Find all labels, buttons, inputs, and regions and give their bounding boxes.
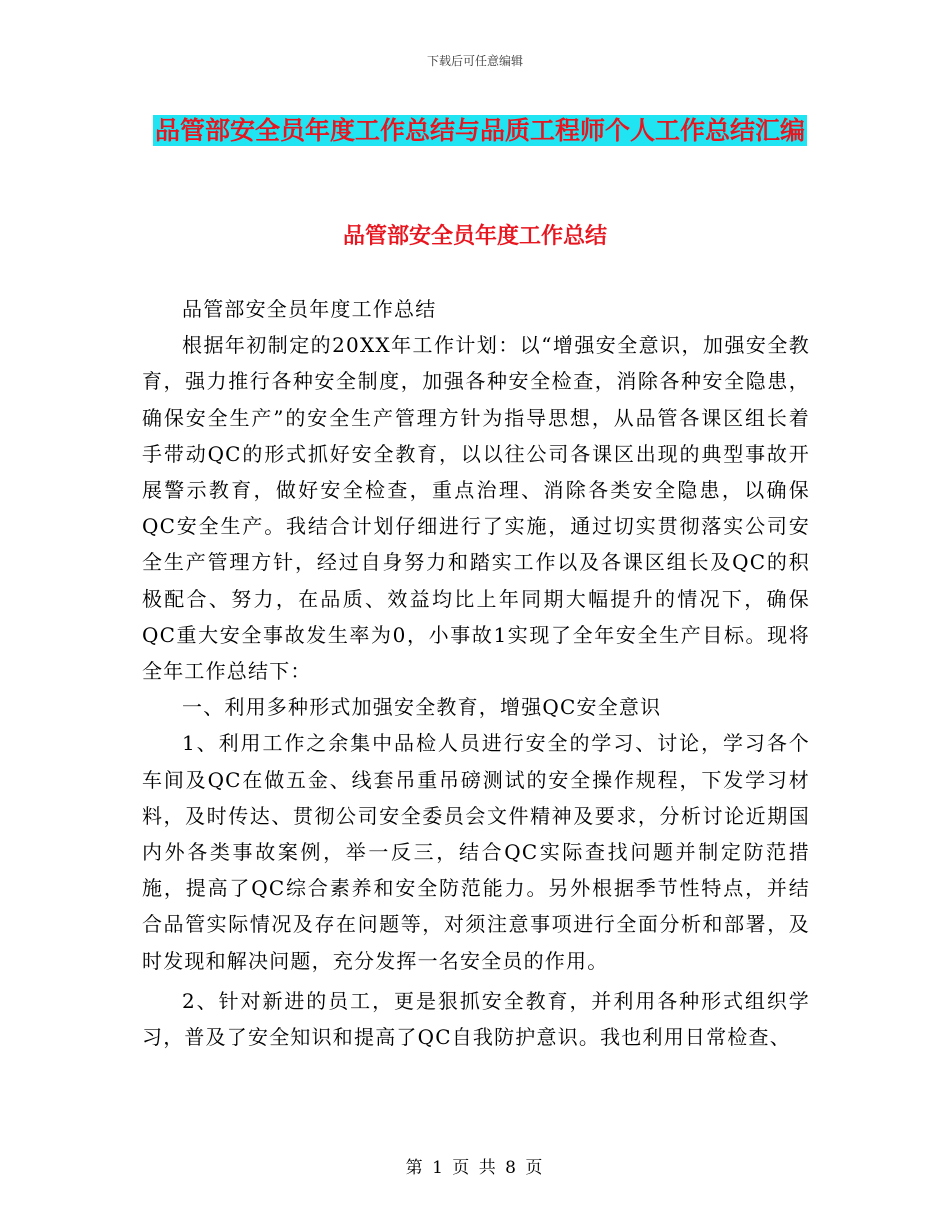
paragraph-item-2: 2、针对新进的员工，更是狠抓安全教育，并利用各种形式组织学习，普及了安全知识和提高了QC自我防护意识。我也利用日常检查、 [142, 988, 810, 1050]
document-title-text: 品管部安全员年度工作总结与品质工程师个人工作总结汇编 [154, 116, 805, 145]
paragraph-item-1: 1、利用工作之余集中品检人员进行安全的学习、讨论，学习各个车间及QC在做五金、线套吊重吊磅测试的安全操作规程，下发学习材料，及时传达、贯彻公司安全委员会文件精神及要求，分析讨论近期国内外各类事故案例，举一反三，结合QC实际查找问题并制定防范措施，提高了QC综合素养和安全防范能力。另外根据季节性特点，并结合品管实际情况及存在问题等，对须注意事项进行全面分析和部署，及时发现和解决问题，充分发挥一名安全员的作用。 [142, 731, 810, 973]
header-note: 下载后可任意编辑 [426, 54, 523, 68]
paragraph-intro: 根据年初制定的20XX年工作计划：以“增强安全意识，加强安全教育，强力推行各种安全制度，加强各种安全检查，消除各种安全隐患，确保安全生产”的安全生产管理方针为指导思想，从品管各课区组长着手带动QC的形式抓好安全教育，以以往公司各课区出现的典型事故开展警示教育，做好安全检查，重点治理、消除各类安全隐患，以确保QC安全生产。我结合计划仔细进行了实施，通过切实贯彻落实公司安全生产管理方针，经过自身努力和踏实工作以及各课区组长及QC的积极配合、努力，在品质、效益均比上年同期大幅提升的情况下，确保QC重大安全事故发生率为0，小事故1实现了全年安全生产目标。现将全年工作总结下： [142, 333, 810, 684]
paragraph-subtitle: 品管部安全员年度工作总结 [182, 297, 437, 321]
paragraph-heading-1: 一、利用多种形式加强安全教育，增强QC安全意识 [182, 695, 662, 720]
document-title [150, 108, 810, 154]
page-footer: 第 1 页 共 8 页 [405, 1158, 545, 1178]
section-title: 品管部安全员年度工作总结 [342, 224, 607, 249]
body-text [142, 291, 810, 1055]
